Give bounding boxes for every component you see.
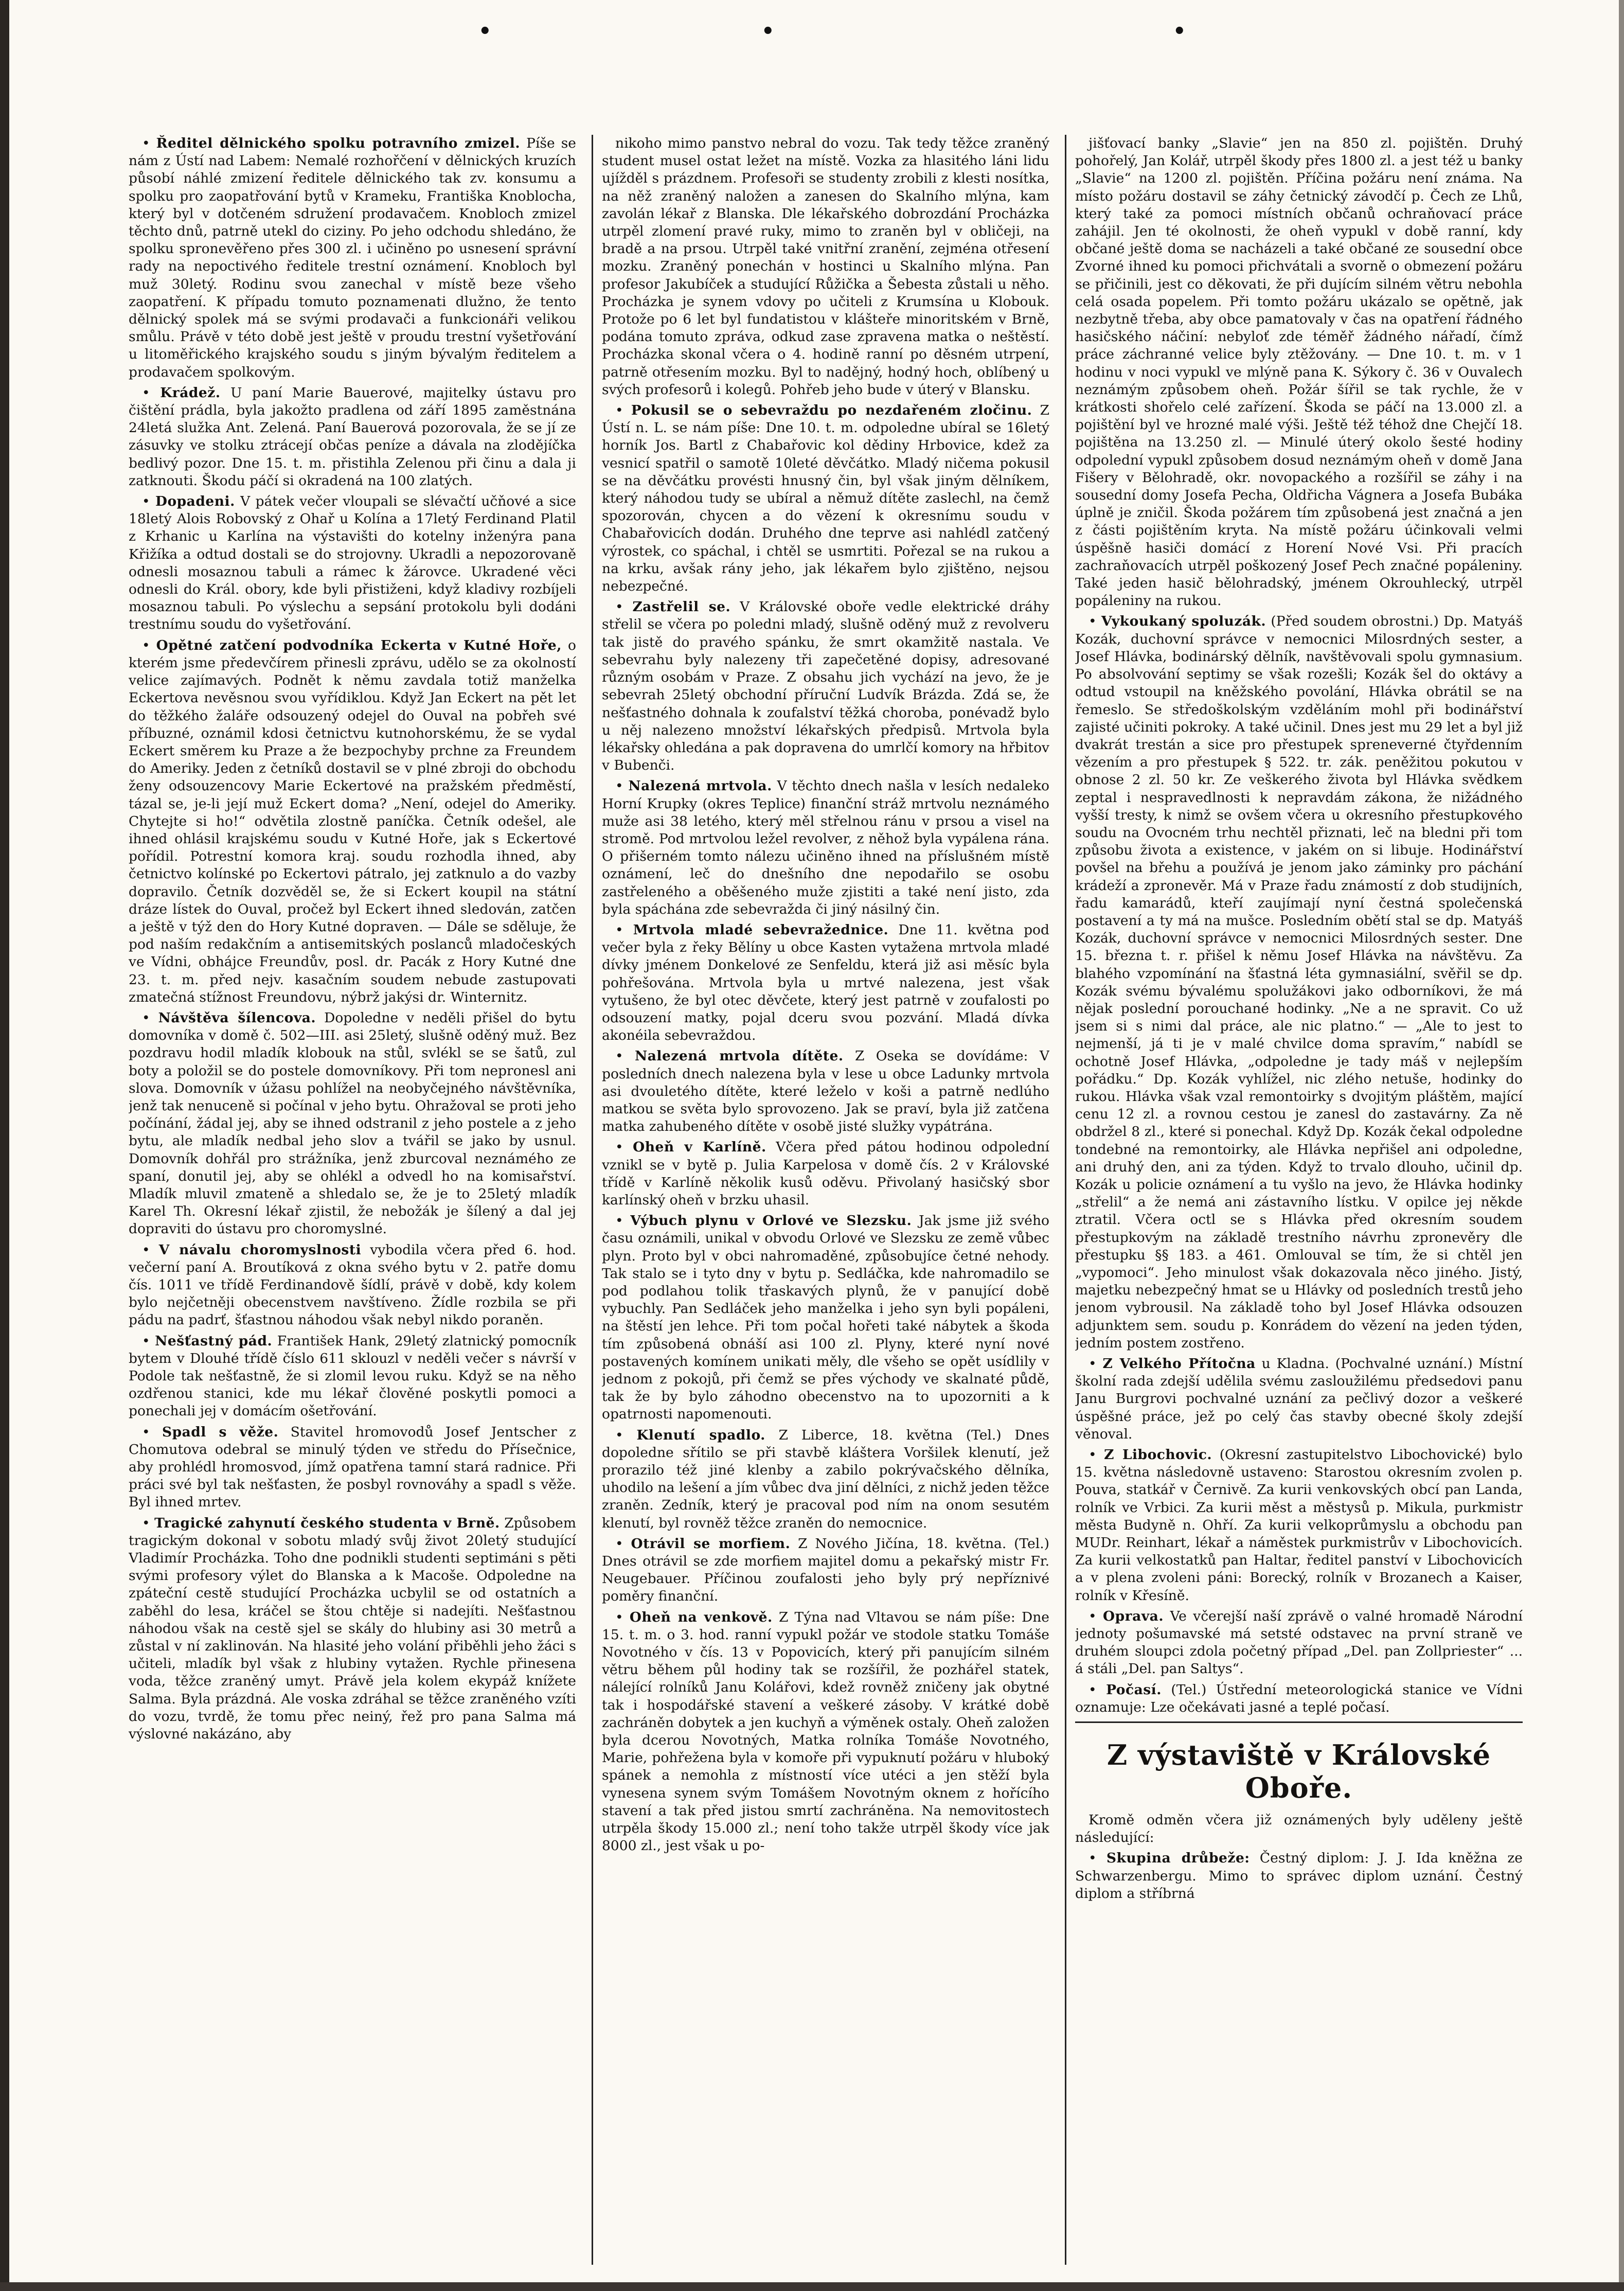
article-headline: Nešťastný pád. xyxy=(155,1333,273,1349)
article-body: Z Týna nad Vltavou se nám píše: Dne 15. t. m. o 3. hod. ranní vypukl požár ve stodole statku Tomáše Novotného v čís. 13 v Popovicích, který při panujícím silném větru během půl hodiny tak se rozšířil, že pozhářel statek, nálející rolníků Janu Kolářovi, kdež rovněž zničeny jak obytné tak i hospodářské stavení a veškeré zásoby. V krátké době zachráněn dobytek a jen kuchyň a výměnek ostaly. Oheň založen byla dcerou Novotných, Matka rolníka Tomáše Novotného, Marie, pohřežena byla v komoře při vypuknutí požáru v hluboký spánek a nemohla z místností více utéci a jen stěží byla vynesena synem svým Tomášem Novotným oknem z hořícího stavení a tak před jistou smrtí zachráněna. Na nemovitostech utrpěla škody 15.000 zl.; není toho takže utrpěl škody více jak 8000 zl., jest však u po- xyxy=(602,1609,1049,1854)
section-divider xyxy=(1075,1721,1523,1723)
scan-edge-bottom xyxy=(0,2282,1624,2291)
bullet-icon: • xyxy=(142,1009,158,1026)
article-body: Dopoledne v neděli přišel do bytu domovníka v domě č. 502—III. asi 25letý, slušně oděný muž. Bez pozdravu hodil mladík klobouk na stůl, svlékl se se šatů, zul boty a položil se do postele domovníkovy. Při tom nepronesl ani slova. Domovník v úžasu pohlížel na neobyčejného návštěvníka, jenž tak nenuceně si počínal v jeho bytu. Ohražoval se proti jeho počínání, žádal jej, aby se ihned odstranil z jeho postele a z jeho bytu, ale mladík nedbal jeho slov a tvářil se jako by usnul. Domovník dohřál pro strážníka, jenž zburcoval neznámého ze spaní, donutil jej, aby se ohlékl a odvedl ho na komisařství. Mladík mluvil zmateně a shledalo se, že je to 25letý mladík Karel Th. Okresní lékař zjistil, že nebožák je šílený a dal jej dopraviti do ústavu pro choromyslné. xyxy=(129,1009,576,1237)
bullet-icon: • xyxy=(615,1535,631,1552)
bullet-icon: • xyxy=(142,384,160,401)
article xyxy=(602,1212,1049,1423)
article xyxy=(129,493,576,634)
article-body: jišťovací banky „Slavie“ jen na 850 zl. pojištěn. Druhý pohořelý, Jan Kolář, utrpěl škody přes 1800 zl. a jest též u banky „Slavie“ na 1200 zl. pojištěn. Příčina požáru není známa. Na místo požáru dostavil se záhy četnický závodčí p. Čech ze Lhů, který také za pomoci místních občanů ochraňovací práce zahájil. Jen té okolnosti, že oheň vypukl v době ranní, kdy občané ještě doma se nacházeli a také občané ze sousední obce Zvorné ihned ku pomoci přichvátali a svorně o obmezení požáru se přičinili, jest co děkovati, že při dujícím silném větru nebohla celá osada popelem. Při tomto požáru ukázalo se opětně, jak nezbytně třeba, aby obce pamatovaly v čas na opatření řádného hasičského náčiní: nebyloť zde téměř žádného nářadí, čímž práce záchranné velice byly ztěžovány. — Dne 10. t. m. v 1 hodinu v noci vypukl ve mlýně pana K. Sýkory č. 36 v Ouvalech neznámým způsobem oheň. Požár šířil se tak rychle, že v krátkosti shořelo celé zařízení. Škoda se páčí na 13.000 zl. a pojištění byl ve hrozné malé výši. Ještě též téhož dne Chejčí 18. pojištěna na 13.250 zl. — Minulé úterý okolo šesté hodiny odpolední vypukl způsobem dosud neznámým oheň v domě Jana Fišery v Bělohradě, okr. novopackého a rozšířil se záhy i na sousední domy Josefa Pecha, Oldřicha Vágnera a Josefa Bubáka úplně je zničil. Škoda požárem tím způsobená jest značná a jen z části pojištěním kryta. Na místě požáru účinkovali velmi úspěšně hasiči domácí z Horení Nové Vsi. Při pracích zachraňovacích utrpěl poškozený Josef Pech značné popáleniny. Také jeden hasič bělohradský, jménem Okrouhlecký, utrpěl popáleniny na rukou. xyxy=(1075,135,1523,609)
article xyxy=(129,1424,576,1512)
bullet-icon: • xyxy=(142,637,156,653)
article xyxy=(1075,1446,1523,1605)
article xyxy=(129,1009,576,1238)
bullet-icon: • xyxy=(615,1213,631,1229)
article-headline: Mrtvola mladé sebevražednice. xyxy=(633,921,889,938)
section-articles xyxy=(1075,1850,1523,1903)
article-body: Čestný diplom: J. J. Ida kněžna ze Schwarzenbergu. Mimo to správec diplom uznání. Čestný diplom a stříbrná xyxy=(1075,1850,1523,1902)
article xyxy=(602,1139,1049,1209)
bullet-icon: • xyxy=(615,1609,630,1625)
article-headline: Výbuch plynu v Orlové ve Slezsku. xyxy=(630,1213,912,1229)
article-body: V pátek večer vloupali se slévačtí učňové a sice 18letý Alois Robovský z Ohař u Kolína a 17letý Ferdinand Platil z Krhanic u Karlína na výstavišti do kotelny inženýra pana Křižíka a odtud dostali se do strojovny. Ukradli a nepozorovaně odnesli mosaznou tabuli a rámec k žárovce. Ukradené věci odnesli do Král. obory, kde byli přistiženi, když kladivy rozbíjeli mosaznou tabuli. Po výslechu a sepsání protokolu byli dodáni trestnímu soudu do vyšetřování. xyxy=(129,493,576,633)
bullet-icon: • xyxy=(1088,1447,1104,1463)
article-body: Z Oseka se dovídáme: V posledních dnech nalezena byla v lese u obce Ladunky mrtvola asi dvouletého dítěte, které leželo v koši a patrně nedlúho matkou se světa bylo sprovozeno. Jak se praví, byla již zatčena matka zahubeného dítěte v osobě jisté služky vypátrána. xyxy=(602,1048,1049,1135)
article-body: Z Nového Jičína, 18. května. (Tel.) Dnes otrávil se zde morfiem majitel domu a pekařský mistr Fr. Neugebauer. Příčinou zoufalosti jeho byly prý nepříznivé poměry finanční. xyxy=(602,1535,1049,1605)
bullet-icon: • xyxy=(142,1515,155,1531)
page-mark: • xyxy=(761,20,775,43)
article-body: nikoho mimo panstvo nebral do vozu. Tak tedy těžce zraněný student musel ostat ležet na místě. Vozka za hlasitého láni lidu ujížděl s prázdnem. Profesoři se studenty zrobili z klesti nosítka, na něž zraněný naložen a zanesen do Skalního mlýna, kam zavolán lékař z Blanska. Dle lékařského dobrozdání Procházka utrpěl zlomení pravé ruky, mimo to zraněn byl v obličeji, na bradě a na prsou. Utrpěl také vnitřní zranění, zejména otřesení mozku. Zraněný ponechán v hostinci u Skalního mlýna. Pan profesor Jakubíček a studující Růžička a Šebesta zůstali u něho. Procházka je synem vdovy po učiteli z Krumsína u Klobouk. Protože po 6 let byl fundatistou v klášteře minoritském v Brně, podána tomuto zpráva, odkud zase zpravena matka o neštěstí. Procházka skonal včera o 4. hodině ranní po děsném utrpení, patrně otřesením mozku. Byl to nadějný, hodný hoch, oblíbený u svých profesorů i kolegů. Pohřeb jeho bude v úterý v Blansku. xyxy=(602,135,1049,398)
article xyxy=(1075,1850,1523,1903)
article xyxy=(129,1333,576,1420)
article-body: V Královské oboře vedle elektrické dráhy střelil se včera po poledni mladý, slušně oděný muž z revolveru tak jistě do pravého spánku, že smrt okamžitě nastala. Ve sebevrahu byly nalezeny tři zapečetěné dopisy, adresované různým osobám v Praze. Z obsahu jich vychází na jevo, že je sebevrah 25letý obchodní příruční Ludvík Brázda. Zdá se, že nešťastného dohnala k zoufalství těžká choroba, ponévadž bylo u něj nalezeno množství lékařských předpisů. Mrtvola byla lékařsky ohledána a pak dopravena do umrlčí komory na hřbitov v Bubenči. xyxy=(602,599,1049,774)
article-headline: Počasí. xyxy=(1106,1681,1162,1698)
article xyxy=(129,637,576,1006)
article xyxy=(1075,613,1523,1352)
article-body: Stavitel hromovodů Josef Jentscher z Chomutova odebral se minulý týden ve středu do Přísečnice, aby prohlédl hromosvod, jímž opatřena tamní stará radnice. Při práci své byl tak nešťasten, že posbyl rovnováhy a spadl s věže. Byl ihned mrtev. xyxy=(129,1424,576,1511)
article-headline: Z Velkého Přítočna xyxy=(1102,1356,1256,1372)
column-1 xyxy=(129,135,576,2265)
article-body: Z Liberce, 18. května (Tel.) Dnes dopoledne sřítilo se při stavbě kláštera Voršilek klenutí, jež prorazilo též jiné klenby a zabilo pokrývačského dělníka, uhodilo na lešení a jím vůbec dva jiní dělníci, z nichž jeden těžce zraněn. Zedník, který je pracoval pod ním na onom sesutém klenutí, byl rovněž těžce zraněn do nemocnice. xyxy=(602,1427,1049,1531)
article-body: o kterém jsme předevčírem přinesli zprávu, udělo se za okolností velice zajímavých. Podnět k němu zavdala totiž manželka Eckertova nevěsnou svou vyřídiklou. Když Jan Eckert na pět let do těžkého žaláře odsouzený odejel do Ouval na pobřeh své příbuzné, oznámil kdosi četnictvu kutnohorskému, že se vydal Eckert směrem ku Praze a že bezpochyby prchne za Freundem do Ameriky. Jeden z četníků dostavil se v plné zbroji do obchodu ženy odsouzencovy Marie Eckertové na pražském předměstí, tázal se, je-li její muž Eckert doma? „Není, odejel do Ameriky. Chytejte si ho!“ odvětila zlostně paníčka. Četník odešel, ale ihned ohlásil krajskému soudu v Kutné Hoře, jak s Eckertové pořídil. Potrestní komora kraj. soudu rozhodla ihned, aby četnictvo kolínské po Eckertovi pátralo, jej zatknulo a do vazby dopravilo. Četník dozvěděl se, že si Eckert koupil na státní dráze lístek do Ouval, pročež byl Eckert ihned sledován, zatčen a ještě v týž den do Hory Kutné dopraven. — Dále se sděluje, že pod naším redakčním a antisemitských poslanců mladočeských ve Vídni, obhájce Freundův, posl. dr. Pacák z Hory Kutné dne 23. t. m. před nejv. kasačním soudem nebude zastupovati zmatečná stížnost Freundovu, nýbrž jakýsi dr. Winternitz. xyxy=(129,637,576,1005)
article-body: Včera před pátou hodinou odpolední vznikl se v bytě p. Julia Karpelosa v domě čís. 2 v Královské třídě v Karlíně několik kusů oděvu. Přivolaný hasičský sbor karlínský oheň v brzku uhasil. xyxy=(602,1139,1049,1208)
article xyxy=(1075,1355,1523,1443)
article xyxy=(129,135,576,381)
article-headline: Oprava. xyxy=(1103,1608,1164,1624)
article-body: Jak jsme již svého času oznámili, unikal v obvodu Orlové ve Slezsku ze země vůbec plyn. Proto byl v obci nahromaděné, způsobujíce četné nehody. Tak stalo se i tyto dny v bytu p. Sedláčka, kde nahromadilo se pod podlahou tolik třaskavých plynů, že v panující době vybuchly. Pan Sedláček jeho manželka i jeho syn byli popáleni, na štěstí jen lehce. Při tom počal hořeti také nábytek a škoda tím způsobená obnáší asi 100 zl. Plyny, které nyní nové postavených komínem unikati měly, dle všeho se opět usídlily v jednom z pokojů, při čemž se přes východy ve skalnaté půdě, tak že by bylo záhodno obecenstvo na to upozorniti a k opatrnosti napomenouti. xyxy=(602,1213,1049,1423)
article-body: Z Ústí n. L. se nám píše: Dne 10. t. m. odpoledne ubíral se 16letý horník Jos. Bartl z Chabařovic kol dědiny Hrbovice, kdež za vesnicí spatřil o samotě 10leté děvčátko. Mladý ničema pokusil se na děvčátku provésti hnusný čin, byl však jiným dělníkem, který náhodou tudy se ubíral a němuž dítěte zaslechl, na čemž spozorován, chycen a do vězení k okresnímu soudu v Chabařovicích dodán. Druhého dne teprve asi nahlédl zatčený výrostek, co spáchal, i chtěl se usmrtiti. Pořezal se na rukou a na krku, avšak rány jeho, jak lékařem bylo zjištěno, nejsou nebezpečné. xyxy=(602,402,1049,595)
article-headline: Nalezená mrtvola dítěte. xyxy=(635,1048,844,1064)
article xyxy=(602,1609,1049,1855)
article-headline: Pokusil se o sebevraždu po nezdařeném zločinu. xyxy=(631,402,1032,419)
bullet-icon: • xyxy=(142,493,155,510)
bullet-icon: • xyxy=(1088,1356,1103,1372)
article-headline: Vykoukaný spoluzák. xyxy=(1101,613,1266,630)
article-body: (Okresní zastupitelstvo Libochovické) bylo 15. května následovně ustaveno: Starostou okresním zvolen p. Pouva, statkář v Černivě. Za kurii venkovských obcí pan Landa, rolník ve Vrbici. Za kurii měst a městysů p. Mikula, purkmistr města Budyně n. Ohří. Za kurii velkoprůmyslu a obchodu pan MUDr. Reinhart, lékař a náměstek purkmistrův v Libochovicích. Za kurii velkostatků pan Haltar, ředitel panství v Libochovicích a v plena zvoleni páni: Borecký, rolník v Brozanech a Kaiser, rolník v Křesíně. xyxy=(1075,1447,1523,1604)
scan-edge-right xyxy=(1619,0,1624,2291)
article xyxy=(602,1047,1049,1135)
article-body: Ve včerejší naší zprávě o valné hromadě Národní jednoty pošumavské má setsté odstavec na první straně ve druhém sloupci zdola početný případ „Del. pan Zollpriester“ ... á stáli „Del. pan Saltys“. xyxy=(1075,1608,1523,1677)
section-title: Z výstaviště v Královské Oboře. xyxy=(1107,1738,1491,1805)
article-headline: Z Libochovic. xyxy=(1104,1447,1212,1463)
article-body: Způsobem tragickým dokonal v sobotu mladý svůj život 20letý studující Vladimír Procházka. Toho dne podnikli studenti septimáni s pěti svými profesory výlet do Blanska a k Macoše. Odpoledne na zpáteční cestě studující Procházka ucbylil se od ostatních a zaběhl do lesa, kráčel se štou chtěje si nadejíti. Nešťastnou náhodou však na cestě sjel se skály do hlubiny asi 30 metrů a zůstal v ní zaklinován. Na hlasité jeho volání přiběhli jeho žáci s učiteli, mladík byl však z hlubiny vytažen. Rychle přinesena voda, těžce zraněný umyt. Právě jela kolem ekypáž knížete Salma. Byla prázdná. Ale voska zdráhal se těžce zraněného vzíti do vozu, tvrdě, že tomu přec neiný, řež pro pana Salma má výslovné nakázáno, aby xyxy=(129,1515,576,1743)
article-headline: Klenutí spadlo. xyxy=(636,1427,765,1443)
article xyxy=(129,1241,576,1329)
bullet-icon: • xyxy=(142,1333,155,1349)
article xyxy=(1075,1608,1523,1678)
article-body: (Tel.) Ústřední meteorologická stanice ve Vídni oznamuje: Lze očekávati jasné a teplé počasí. xyxy=(1075,1681,1523,1715)
article-body: u Kladna. (Pochvalné uznání.) Místní školní rada zdejší udělila svému zasloužilému předsedovi panu Janu Burgrovi pochvalné uznání za pečlivý dozor a veškeré úspěšné práce, jež po celý čas stavby obecné školy zdejší věnoval. xyxy=(1075,1356,1523,1442)
bullet-icon: • xyxy=(615,921,633,938)
article xyxy=(129,1515,576,1744)
article xyxy=(602,921,1049,1044)
article-headline: Zastřelil se. xyxy=(632,599,731,615)
bullet-icon: • xyxy=(615,1048,635,1064)
bullet-icon: • xyxy=(142,1424,162,1440)
scan-edge-left xyxy=(0,0,9,2291)
column-rule xyxy=(592,135,593,2265)
article xyxy=(602,1427,1049,1532)
article xyxy=(602,402,1049,595)
bullet-icon: • xyxy=(615,402,631,419)
article xyxy=(602,777,1049,918)
bullet-icon: • xyxy=(142,135,156,151)
article-headline: Oheň na venkově. xyxy=(629,1609,773,1625)
bullet-icon: • xyxy=(142,1241,159,1258)
column-2 xyxy=(602,135,1049,2265)
article-headline: Krádež. xyxy=(160,384,221,401)
article-headline: Opětné zatčení podvodníka Eckerta v Kutné Hoře, xyxy=(156,637,562,653)
section-intro: Kromě odměn včera již oznámených byly uděleny ještě následující: xyxy=(1075,1812,1523,1846)
bullet-icon: • xyxy=(1088,1608,1103,1624)
article-body: U paní Marie Bauerové, majitelky ústavu pro čištění prádla, byla jakožto pradlena od září 1895 zaměstnána 24letá služka Ant. Zelená. Paní Bauerová pozorovala, že se jí ze zásuvky ve stolku ztrácejí občas peníze a dávala na zlodějíčka bedlivý pozor. Dne 15. t. m. přistihla Zelenou při činu a dala ji zatknouti. Škodu páčí si okradená na 100 zlatých. xyxy=(129,384,576,489)
article xyxy=(602,598,1049,774)
bullet-icon: • xyxy=(615,778,629,794)
article-headline: V návalu choromyslnosti xyxy=(158,1241,362,1258)
column-rule xyxy=(1065,135,1066,2265)
article xyxy=(602,135,1049,399)
article-body: (Před soudem obrostni.) Dp. Matyáš Kozák, duchovní správce v nemocnici Milosrdných sester, a Josef Hlávka, bodinárský dělník, navštěvovali spolu gymnasium. Po absolvování septimy se však rozešli; Kozák šel do oktávy a odtud vstoupil na kněžského povolání, Hlávka obrátil se na řemeslo. Se středoškolským vzděláním mohl při bodinářství zajisté učiniti pokroky. A také učinil. Dnes jest mu 29 let a byl již dvakrát trestán a sice pro přestupek spreneverné čtyřdenním vězením a pro přestupek § 522. tr. zák. peněžitou pokutou v obnose 2 zl. 50 kr. Ze veškerého života byl Hlávka svědkem zeptal i nespravedlnosti k nepravdám zákona, že nižádného vyšší tresty, k nimž se ovšem včera u okresního přestupkového soudu na Ovocném trhu nechtěl přiznati, leč na bledni při tom způsobu života a existence, v jakém on si libuje. Hodinářství povšel na břehu a používá je jenom jako záminky pro páchání krádeží a zpronevěr. Má v Praze řadu známostí z dob studijních, řadu kamarádů, kteří zaujímají nyní čestná společenská postavení a ty má na mušce. Posledním obětí stal se dp. Matyáš Kozák, duchovní správce v nemocnici Milosrdných sester. Dne 15. března t. r. přišel k němu Josef Hlávka na návštěvu. Za blahého vzpomínání na šťastná léta gymnasiální, svěřil se dp. Kozák svému bývalému spolužákovi jako odborníkovi, že má nějak poslední porouchané hodinky. „Ne a ne spravit. Co už jsem si s nimi dal práce, ale nic platno.“ — „Ale to jest to nejmenší, já ti je v malé chvilce doma spravím,“ nabídl se ochotně Josef Hlávka, „odpoledne je tady máš v nejlepším pořádku.“ Dp. Kozák vyhlížel, nic zlého netuše, hodinky do rukou. Hlávka však vzal remontoirky s dvojitým pláštěm, mající cenu 12 zl. a rovnou cestou je zanesl do zastavárny. Za ně obdržel 8 zl., které si ponechal. Když Dp. Kozák čekal odpoledne tondebné na remontoirky, ale Hlávka nepřišel ani odpoledne, ani druhý den, ani za týden. Když to trvalo dlouho, učinil dp. Kozák u policie oznámení a tu vyšlo na jevo, že Hlávka hodinky „střelil“ a že nemá ani zástavního lístku. V opilce jej někde ztratil. Včera octl se s Hlávka před okresním soudem přestupkovým na základě trestního návrhu zpronevěry dle přestupku §§ 183. a 461. Omlouval se tím, že si chtěl jen „vypomoci“. Jeho minulost však dokazovala něco jiného. Jistý, majetku nebezpečný hmat se u Hlávky od posledních trestů jeho jenom vybrousil. Na základě toho byl Josef Hlávka odsouzen adjunktem sem. soudu p. Konrádem do vězení na jeden týden, jedním postem zostřeno. xyxy=(1075,613,1523,1351)
article-headline: Ředitel dělnického spolku potravního zmizel. xyxy=(156,135,521,151)
article-body: vybodila včera před 6. hod. večerní paní A. Broutíková z okna svého bytu v 2. patře domu čís. 1011 ve třídě Ferdinandově šídlí, právě v době, kdy kolem bylo nejčetněji obecenstvem navštíveno. Žídle rozbila se při pádu na padrť, šťastnou náhodou však nebyl nikdo poraněn. xyxy=(129,1241,576,1328)
bullet-icon: • xyxy=(1088,613,1101,630)
column-3-articles xyxy=(1075,135,1523,1716)
bullet-icon: • xyxy=(615,1427,637,1443)
article-headline: Skupina drůbeže: xyxy=(1106,1850,1250,1867)
article-headline: Návštěva šílencova. xyxy=(158,1009,316,1026)
article xyxy=(1075,1681,1523,1716)
article-body: Píše se nám z Ústí nad Labem: Nemalé rozhořčení v dělnických kruzích působí náhlé zmizení ředitele dělnického tak zv. konsumu a spolku pro zaopatřování bytů v Krameku, Františka Knoblocha, který byl v dotčeném sdružení prodavačem. Knobloch zmizel těchto dnů, patrně utekl do ciziny. Po jeho odchodu shledáno, že spolku spronevěřeno přes 300 zl. i učiněno po usnesení správní rady na nepoctivého ředitele trestní oznámení. Knobloch byl muž 30letý. Rodinu svou zanechal v místě beze všeho zaopatření. K případu tomuto poznamenati dlužno, že tento dělnický spolek má se svými prodavači a funkcionáři velikou smůlu. Právě v této době jest ještě v proudu trestní vyšetřování u litoměřického krajského soudu s jiným bývalým ředitelem a prodavačem spolkovým. xyxy=(129,135,576,380)
column-3 xyxy=(1075,135,1523,2265)
article xyxy=(602,1535,1049,1606)
article xyxy=(1075,135,1523,610)
article-body: František Hank, 29letý zlatnický pomocník bytem v Dlouhé třídě číslo 611 sklouzl v neděli večer s návrší v Podole tak nešťastně, že si zlomil levou ruku. Když se na něho ozdřenou stanici, kde mu lékař člověné poskytli pomoci a ponechali jej v domácím ošetřování. xyxy=(129,1333,576,1419)
article-headline: Nalezená mrtvola. xyxy=(628,778,772,794)
article xyxy=(129,384,576,490)
article-headline: Oheň v Karlíně. xyxy=(633,1139,766,1156)
bullet-icon: • xyxy=(615,1139,633,1156)
article-headline: Dopadeni. xyxy=(155,493,235,510)
page-mark: • xyxy=(1173,20,1186,43)
article-body: Dne 11. května pod večer byla z řeky Bělíny u obce Kasten vytažena mrtvola mladé dívky jménem Donkelové ze Senfeldu, která již asi měsíc byla pohřešována. Mrtvola byla u mrtvé nalezena, jest však vytušeno, že byl otec děvčete, který jest patrně v zoufalosti po odsouzení matky, pojal dceru svou pozvání. Mladá dívka akonéila sebevraždou. xyxy=(602,921,1049,1044)
bullet-icon: • xyxy=(1088,1681,1107,1698)
article-headline: Otrávil se morfiem. xyxy=(631,1535,791,1552)
page-mark: • xyxy=(478,20,492,43)
bullet-icon: • xyxy=(1088,1850,1107,1867)
article-body: V těchto dnech našla v lesích nedaleko Horní Krupky (okres Teplice) finanční stráž mrtvolu neznámého muže asi 38 letého, který měl střelnou ránu v prsou a visel na stromě. Pod mrtvolou ležel revolver, z něhož byla vypálena rána. O přišerném tomto nálezu učiněno ihned na příslušném místě oznámení, leč do dnešního dne nepodařilo se osobu zastřeleného a oběšeného muže zjistiti a také není jisto, zda byla spáchána zde sebevražda či jiný násilný čin. xyxy=(602,778,1049,917)
article-headline: Spadl s věže. xyxy=(162,1424,279,1440)
article-headline: Tragické zahynutí českého studenta v Brně. xyxy=(154,1515,500,1531)
bullet-icon: • xyxy=(615,599,633,615)
